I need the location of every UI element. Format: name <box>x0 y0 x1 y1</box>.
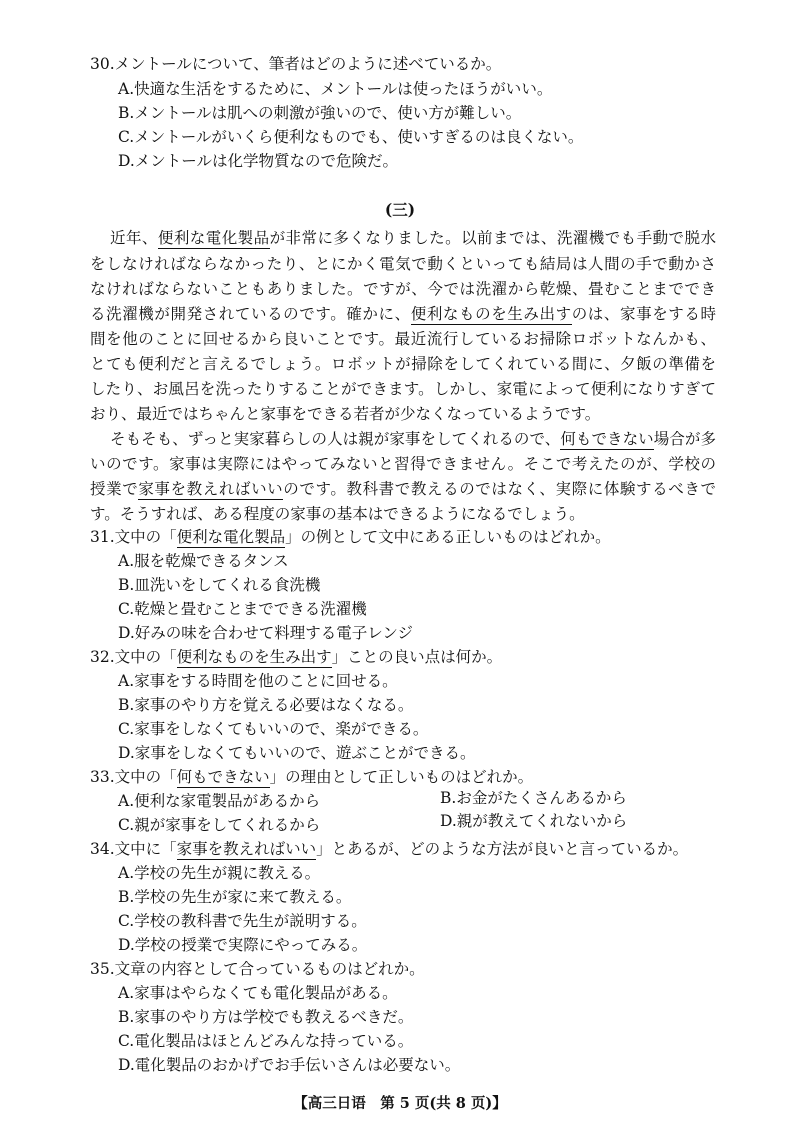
q33-option-d: D.親が教えてくれないから <box>440 812 628 830</box>
q30-stem: 30.メントールについて、筆者はどのように述べているか。 <box>90 55 502 73</box>
q33-stem: 33.文中の「何もできない」の理由として正しいものはどれか。 <box>90 768 534 786</box>
q31-option-d: D.好みの味を合わせて料理する電子レンジ <box>118 624 414 642</box>
passage-line-8: おり、最近ではちゃんと家事をできる若者が少なくなっているようです。 <box>90 405 601 423</box>
q35-option-b: B.家事のやり方は学校でも教えるべきだ。 <box>118 1008 414 1026</box>
passage-line-3: なければならないこともありました。ですが、今では洗濯から乾燥、畳むことまででき <box>90 280 716 298</box>
q31-option-a: A.服を乾燥できるタンス <box>118 552 289 570</box>
passage-line-6: とても便利だと言えるでしょう。ロボットが掃除をしてくれている間に、夕飯の準備を <box>90 355 716 373</box>
q32-stem: 32.文中の「便利なものを生み出す」ことの良い点は何か。 <box>90 648 503 666</box>
section-title: (三) <box>384 200 416 219</box>
passage-line-7: したり、お風呂を洗ったりすることができます。しかし、家電によって便利になりすぎて <box>90 380 716 398</box>
q30-option-c: C.メントールがいくら便利なものでも、使いすぎるのは良くない。 <box>118 128 584 146</box>
q34-option-d: D.学校の授業で実際にやってみる。 <box>118 936 368 954</box>
q32-option-a: A.家事をする時間を他のことに回せる。 <box>118 672 398 690</box>
q34-stem: 34.文中に「家事を教えればいい」とあるが、どのような方法が良いと言っているか。 <box>90 840 689 858</box>
q31-stem: 31.文中の「便利な電化製品」の例として文中にある正しいものはどれか。 <box>90 528 611 546</box>
page-footer: 【高三日语 第 5 页(共 8 页)】 <box>293 1095 507 1112</box>
q32-option-d: D.家事をしなくてもいいので、遊ぶことができる。 <box>118 744 476 762</box>
passage-line-5: 間を他のことに回せるから良いことです。最近流行しているお掃除ロボットなんかも、 <box>90 330 716 348</box>
q30-option-b: B.メントールは肌への刺激が強いので、使い方が難しい。 <box>118 104 522 122</box>
q35-option-d: D.電化製品のおかげでお手伝いさんは必要ない。 <box>118 1056 461 1074</box>
q31-option-b: B.皿洗いをしてくれる食洗機 <box>118 576 321 594</box>
passage-line-1: 近年、便利な電化製品が非常に多くなりました。以前までは、洗濯機でも手動で脱水 <box>110 229 716 247</box>
passage-line-9: そもそも、ずっと実家暮らしの人は親が家事をしてくれるので、何もできない場合が多 <box>110 430 716 448</box>
q32-option-b: B.家事のやり方を覚える必要はなくなる。 <box>118 696 414 714</box>
underline-convenient-appliances: 便利な電化製品 <box>157 229 270 247</box>
passage-line-11: 授業で家事を教えればいいのです。教科書で教えるのではなく、実際に体験するべきで <box>90 480 716 498</box>
passage-line-10: いのです。家事は実際にはやってみないと習得できません。そこで考えたのが、学校の <box>90 455 716 473</box>
passage-line-2: をしなければならなかったり、とにかく電気で動くといっても結局は人間の手で動かさ <box>90 255 716 273</box>
q35-option-c: C.電化製品はほとんどみんな持っている。 <box>118 1032 414 1050</box>
passage-line-4: る洗濯機が開発されているのです。確かに、便利なものを生み出すのは、家事をする時 <box>90 305 716 323</box>
q34-option-a: A.学校の先生が親に教える。 <box>118 864 321 882</box>
q31-option-c: C.乾燥と畳むことまでできる洗濯機 <box>118 600 367 618</box>
passage-line-12: す。そうすれば、ある程度の家事の基本はできるようになるでしょう。 <box>90 505 585 523</box>
underline-cannot-do-anything: 何もできない <box>560 430 654 448</box>
q32-option-c: C.家事をしなくてもいいので、楽ができる。 <box>118 720 429 738</box>
q35-stem: 35.文章の内容として合っているものはどれか。 <box>90 960 425 978</box>
q34-option-b: B.学校の先生が家に来て教える。 <box>118 888 352 906</box>
underline-teach-housework: 家事を教えればいい <box>138 480 284 498</box>
q33-option-b: B.お金がたくさんあるから <box>440 789 627 807</box>
q30-option-d: D.メントールは化学物質なので危険だ。 <box>118 152 398 170</box>
q33-option-c: C.親が家事をしてくれるから <box>118 816 321 834</box>
q35-option-a: A.家事はやらなくても電化製品がある。 <box>118 984 398 1002</box>
q34-option-c: C.学校の教科書で先生が説明する。 <box>118 912 367 930</box>
underline-create-convenient: 便利なものを生み出す <box>410 305 572 323</box>
q30-option-a: A.快適な生活をするために、メントールは使ったほうがいい。 <box>118 80 553 98</box>
q33-option-a: A.便利な家電製品があるから <box>118 792 321 810</box>
